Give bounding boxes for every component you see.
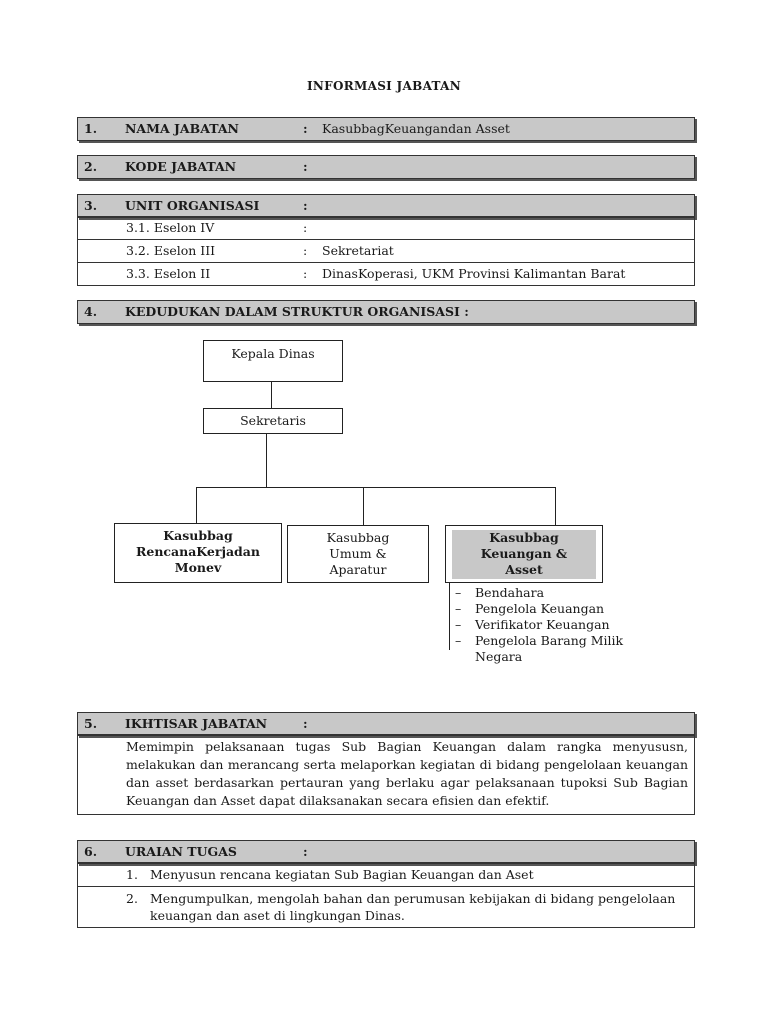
org-box-label: Sekretaris	[240, 413, 306, 428]
section-label: NAMA JABATAN	[125, 121, 239, 136]
section-label: KODE JABATAN	[125, 159, 237, 174]
eselon-label: 3.3. Eselon II	[126, 266, 211, 281]
section-number: 5.	[84, 716, 98, 731]
ikhtisar-text: Memimpin pelaksanaan tugas Sub Bagian Keuangan dalam rangka menyusus​n, melakukan dan merancang serta melaporkan kegiatan di bidang pengelolaan keuangan dan asset berdasarkan pertauran yang berlaku agar pelaksanaan tupoksi Sub Bagian Keuangan dan Asset dapat dilaksanakan secara efisien dan efektif.	[126, 739, 688, 808]
list-item: – Pengelola Barang Milik	[455, 633, 624, 648]
section-number: 4.	[84, 304, 98, 319]
section-kedudukan	[77, 300, 695, 324]
org-connector	[449, 582, 450, 650]
org-box-kepala-dinas	[203, 340, 343, 382]
unit-organisasi-table	[77, 216, 695, 286]
eselon-label: 3.1. Eselon IV	[126, 220, 215, 235]
section-kode-jabatan	[77, 155, 695, 179]
colon: :	[303, 716, 308, 731]
org-connector	[266, 433, 267, 487]
section-nama-jabatan	[77, 117, 695, 141]
staff-list	[455, 585, 623, 665]
colon: :	[303, 121, 308, 136]
colon: :	[303, 844, 308, 859]
task-number: 1.	[126, 867, 138, 882]
org-box-kasubbag-rencana	[114, 523, 282, 583]
colon: :	[303, 198, 308, 213]
table-row	[78, 262, 694, 285]
org-box-label: Kepala Dinas	[231, 346, 315, 361]
list-item: – Bendahara	[455, 585, 545, 600]
nama-jabatan-value: KasubbagKeuangandan Asset	[322, 121, 510, 136]
section-uraian-tugas	[77, 840, 695, 864]
org-box-kasubbag-umum	[287, 525, 429, 583]
page-title: INFORMASI JABATAN	[306, 79, 462, 93]
list-item: – Pengelola Keuangan	[455, 601, 605, 616]
ikhtisar-box	[77, 734, 695, 815]
section-label: UNIT ORGANISASI	[125, 198, 260, 213]
org-connector	[196, 487, 197, 523]
task-text: Menyusun rencana kegiatan Sub Bagian Keuangan dan Aset	[150, 867, 534, 882]
section-number: 2.	[84, 159, 98, 174]
section-unit-organisasi	[77, 194, 695, 218]
task-text: Mengumpulkan, mengolah bahan dan perumusan kebijakan di bidang pengelolaan keuangan dan aset di lingkungan Dinas.	[150, 891, 676, 923]
table-row	[78, 239, 694, 262]
colon: :	[303, 159, 308, 174]
section-label: KEDUDUKAN DALAM STRUKTUR ORGANISASI :	[125, 304, 469, 319]
uraian-tugas-list	[77, 862, 695, 928]
org-box-line: Kasubbag	[326, 530, 390, 545]
org-box-kasubbag-keuangan	[445, 525, 603, 583]
section-label: URAIAN TUGAS	[125, 844, 237, 859]
org-connector	[363, 487, 364, 525]
org-box-line: Aparatur	[329, 562, 387, 577]
org-box-line: Kasubbag	[489, 530, 559, 545]
org-box-line: Umum &	[329, 546, 387, 561]
org-box-line: Kasubbag	[163, 528, 233, 543]
list-item	[78, 886, 694, 927]
eselon-value: Sekretariat	[322, 243, 394, 258]
eselon-label: 3.2. Eselon III	[126, 243, 216, 258]
colon: :	[303, 220, 308, 235]
section-number: 1.	[84, 121, 98, 136]
list-item	[78, 862, 694, 886]
section-ikhtisar-jabatan	[77, 712, 695, 736]
section-number: 3.	[84, 198, 98, 213]
org-box-line: RencanaKerjadan	[135, 544, 260, 559]
list-item: Negara	[475, 649, 523, 664]
org-connector	[196, 487, 556, 488]
org-connector	[271, 381, 272, 408]
org-box-line: Keuangan &	[480, 546, 568, 561]
eselon-value: DinasKoperasi, UKM Provinsi Kalimantan Barat	[322, 266, 626, 281]
table-row	[78, 216, 694, 239]
colon: :	[303, 266, 308, 281]
section-label: IKHTISAR JABATAN	[125, 716, 268, 731]
org-connector	[555, 487, 556, 525]
list-item: – Verifikator Keuangan	[455, 617, 610, 632]
task-number: 2.	[126, 891, 138, 906]
org-box-line: Asset	[505, 562, 543, 577]
colon: :	[303, 243, 308, 258]
org-box-line: Monev	[174, 560, 222, 575]
section-number: 6.	[84, 844, 98, 859]
org-box-sekretaris	[203, 408, 343, 434]
